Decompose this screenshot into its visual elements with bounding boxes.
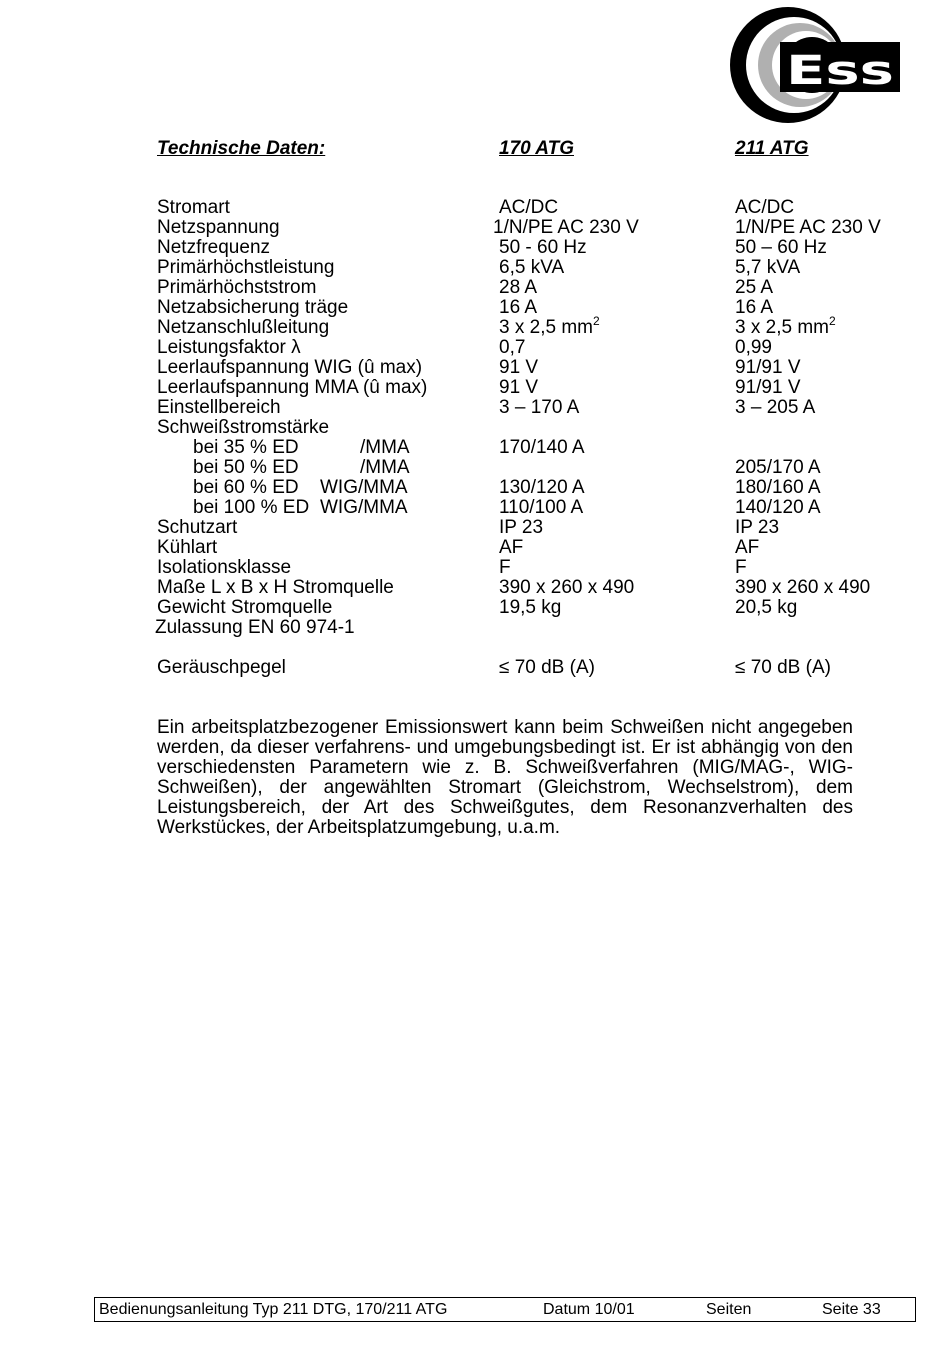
spec-row: Leerlaufspannung MMA (û max) 91 V 91/91 V — [157, 377, 801, 398]
emission-note: Ein arbeitsplatzbezogener Emissionswert kann beim Schweißen nicht angegeben werden, da dieser verfahrens- und umgebungsbedingt ist. Er ist abhängig von den verschiedensten Parametern wie z. B. Schweißverfahren (MIG/MAG-, WIG-Schweißen), der angewählten Stromart (Gleichstrom, Wechselstrom), dem Leistungsbereich, der Art des Schweißgutes, dem Resonanzverhalten des Werkstückes, der Arbeitsplatzumgebung, u.a.m. — [157, 717, 853, 838]
spec-row: Gewicht Stromquelle 19,5 kg 20,5 kg — [157, 597, 798, 618]
spec-row: Schweißstromstärke — [157, 417, 330, 438]
spec-row: Leistungsfaktor λ 0,7 0,99 — [157, 337, 772, 358]
spec-row: Kühlart AF AF — [157, 537, 760, 558]
ess-logo-icon — [724, 4, 906, 126]
footer-manual-title: Bedienungsanleitung Typ 211 DTG, 170/211 ATG — [99, 1301, 448, 1318]
spec-row: Zulassung EN 60 974-1 — [155, 617, 355, 638]
spec-row: bei 35 % ED /MMA 170/140 A — [193, 437, 585, 458]
column-header-211-atg: 211 ATG — [735, 138, 809, 159]
spec-row: Maße L x B x H Stromquelle 390 x 260 x 490 390 x 260 x 490 — [157, 577, 871, 598]
spec-row: Geräuschpegel ≤ 70 dB (A) ≤ 70 dB (A) — [157, 657, 831, 678]
spec-row: Netzfrequenz 50 - 60 Hz 50 – 60 Hz — [157, 237, 827, 258]
spec-table — [0, 198, 950, 678]
spec-row: bei 100 % ED WIG/MMA 110/100 A 140/120 A — [193, 497, 821, 518]
footer-pages-label: Seiten — [706, 1301, 752, 1318]
spec-row: Einstellbereich 3 – 170 A 3 – 205 A — [157, 397, 816, 418]
footer-date: Datum 10/01 — [543, 1301, 635, 1318]
spec-row: bei 50 % ED /MMA 205/170 A — [193, 457, 821, 478]
section-title: Technische Daten: — [157, 138, 326, 159]
footer-page-number: Seite 33 — [822, 1301, 881, 1318]
spec-row: Leerlaufspannung WIG (û max) 91 V 91/91 V — [157, 357, 801, 378]
spec-row: Netzspannung 1/N/PE AC 230 V 1/N/PE AC 230 V — [157, 217, 881, 238]
spec-row: Netzanschlußleitung 3 x 2,5 $mm^2$ 3 x 2,5 $mm^2$ — [157, 314, 836, 338]
logo-text: Ess — [786, 48, 894, 94]
column-header-170-atg: 170 ATG — [499, 138, 574, 159]
page-footer — [94, 1297, 916, 1322]
spec-row: Primärhöchstleistung 6,5 kVA 5,7 kVA — [157, 257, 801, 278]
spec-row: bei 60 % ED WIG/MMA 130/120 A 180/160 A — [193, 477, 821, 498]
spec-row: Schutzart IP 23 IP 23 — [157, 517, 780, 538]
spec-row: Primärhöchststrom 28 A 25 A — [157, 277, 774, 298]
spec-row: Isolationsklasse F F — [157, 557, 747, 578]
spec-row: Netzabsicherung träge 16 A 16 A — [157, 297, 774, 318]
spec-row: Stromart AC/DC AC/DC — [157, 197, 795, 218]
